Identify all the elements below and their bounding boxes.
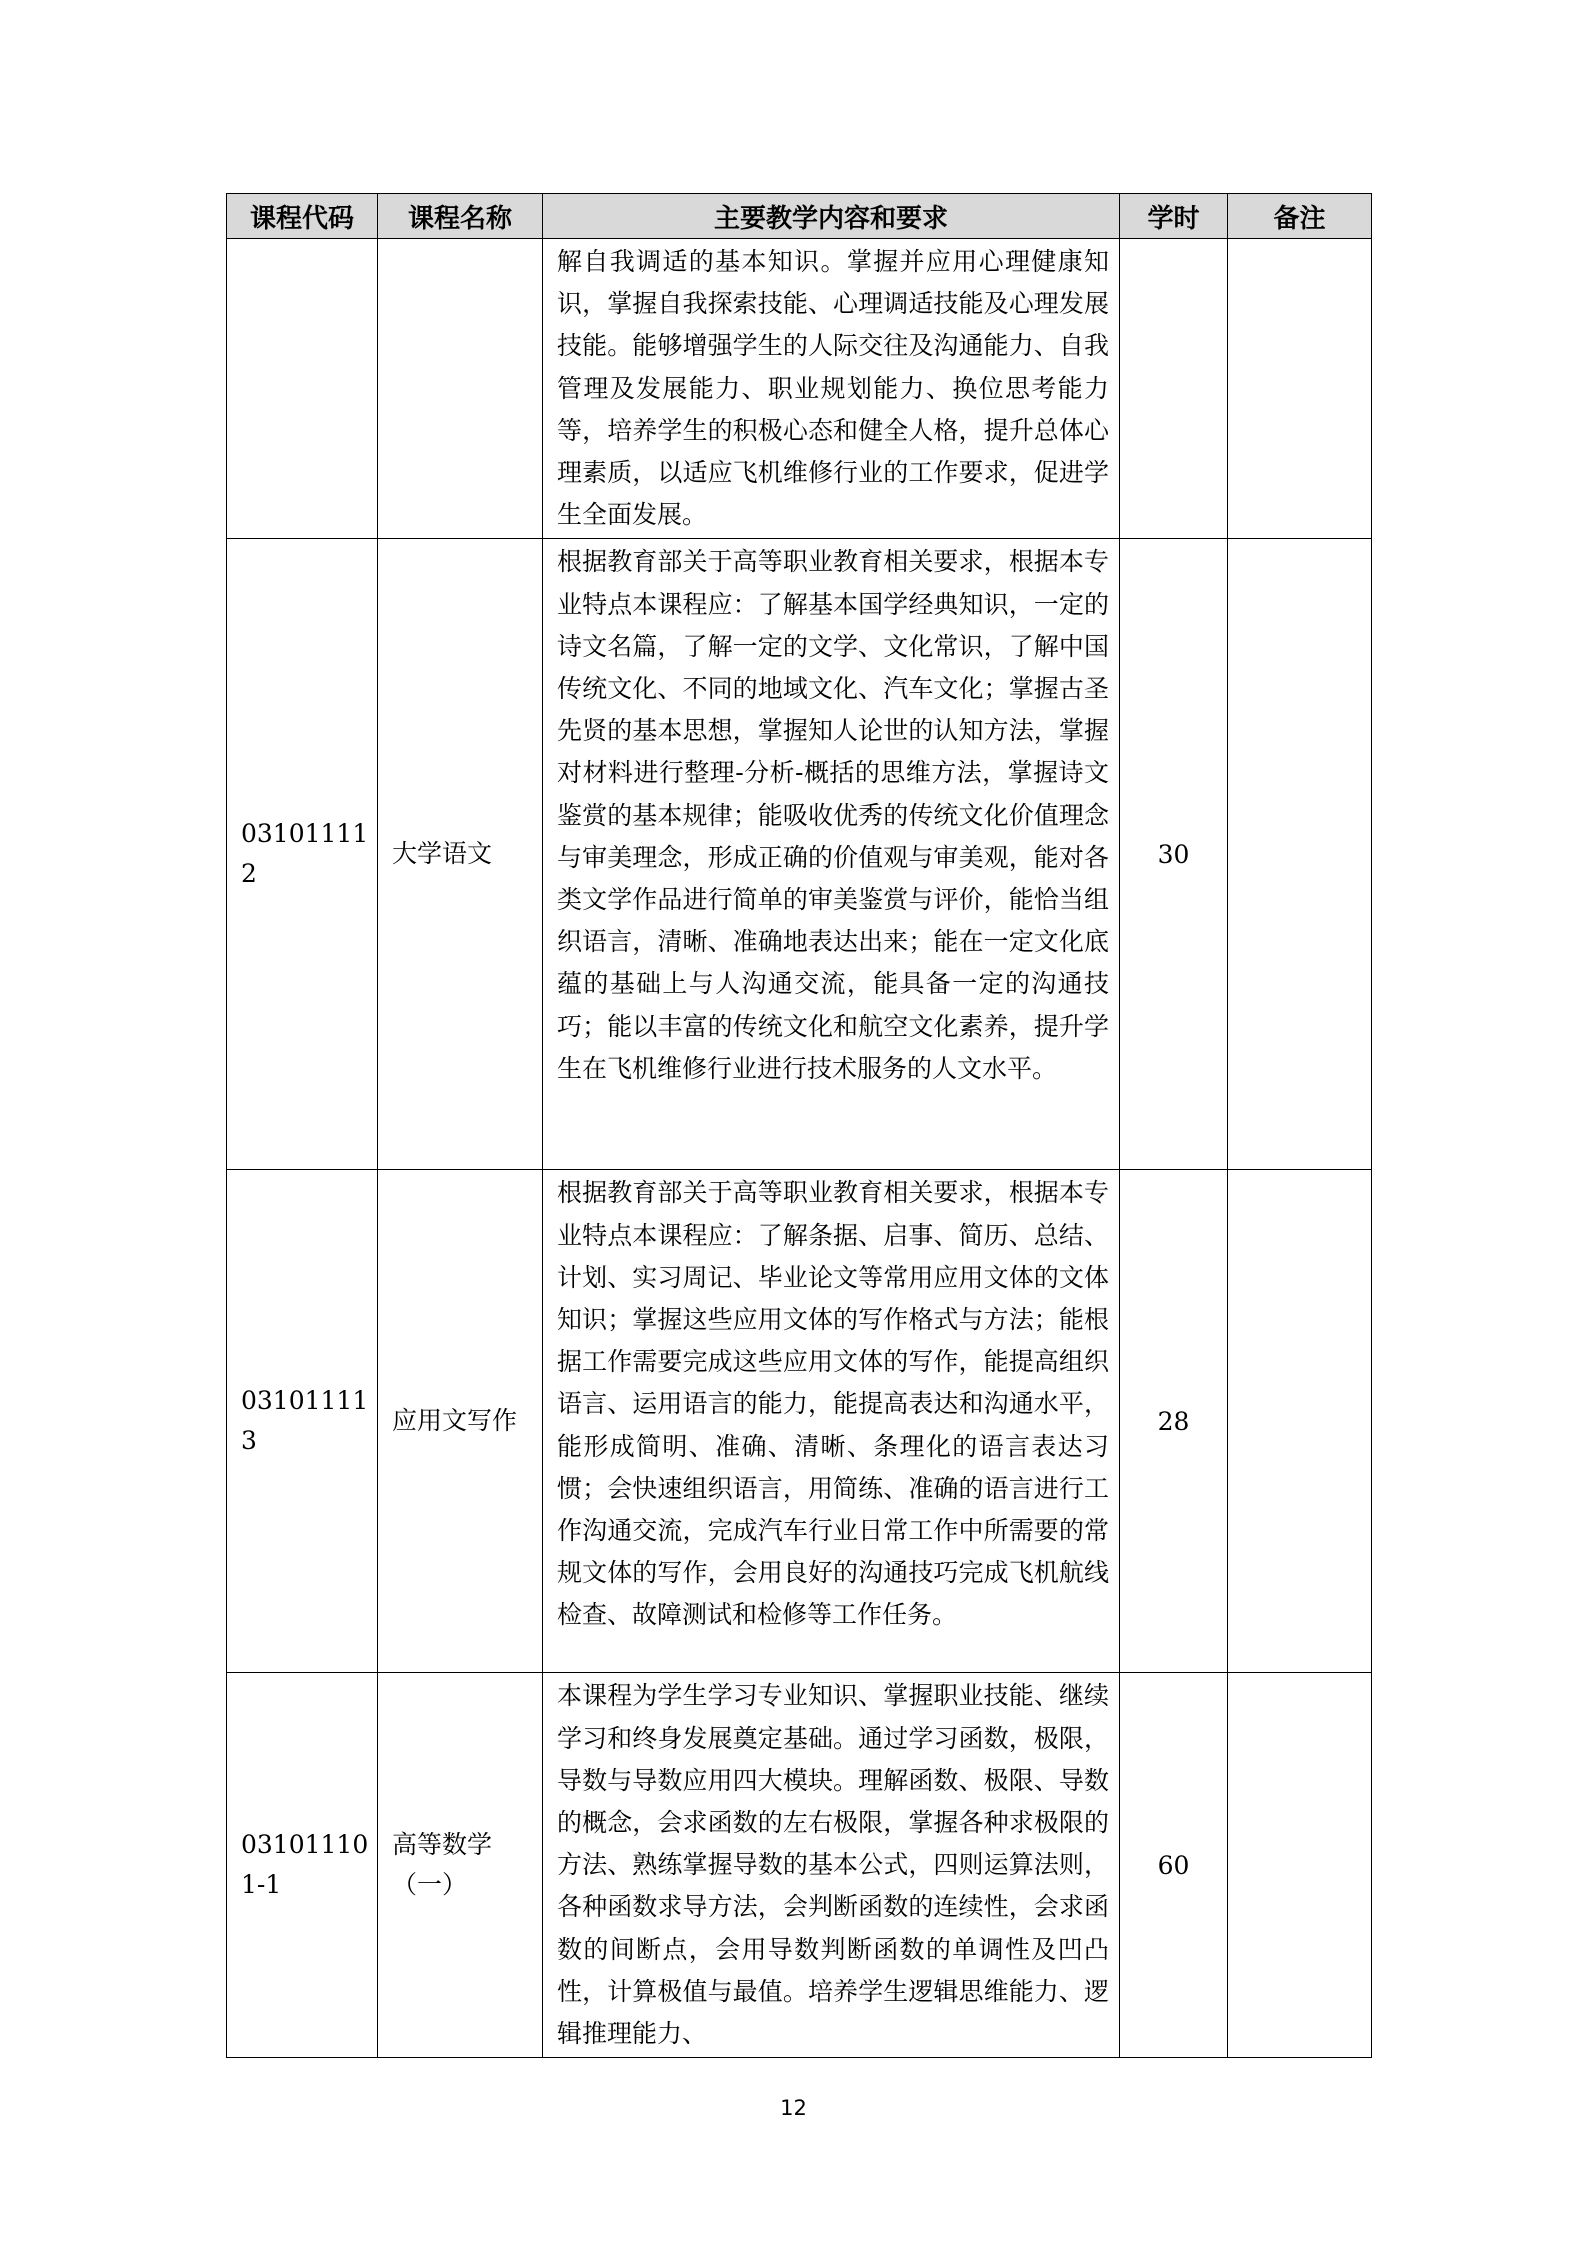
course-remark-cell [1228, 539, 1372, 1170]
course-code-cell: 031011112 [227, 539, 378, 1170]
table-row [227, 1170, 1372, 1673]
header-course-code: 课程代码 [227, 194, 378, 239]
course-remark-cell [1228, 239, 1372, 539]
table-row [227, 539, 1372, 1170]
course-remark-cell [1228, 1170, 1372, 1673]
course-hours-cell: 60 [1120, 1673, 1228, 2058]
course-table [226, 193, 1372, 2058]
header-remark: 备注 [1228, 194, 1372, 239]
header-course-name: 课程名称 [378, 194, 543, 239]
course-table-container [226, 193, 1371, 2058]
course-code-cell: 031011113 [227, 1170, 378, 1673]
header-course-content: 主要教学内容和要求 [543, 194, 1120, 239]
course-code-cell: 031011101-1 [227, 1673, 378, 2058]
course-name-cell: 大学语文 [378, 539, 543, 1170]
header-hours: 学时 [1120, 194, 1228, 239]
course-name-cell: 高等数学（一） [378, 1673, 543, 2058]
course-content-cell: 根据教育部关于高等职业教育相关要求，根据本专业特点本课程应：了解条据、启事、简历、总结、计划、实习周记、毕业论文等常用应用文体的文体知识；掌握这些应用文体的写作格式与方法；能根据工作需要完成这些应用文体的写作，能提高组织语言、运用语言的能力，能提高表达和沟通水平，能形成简明、准确、清晰、条理化的语言表达习惯；会快速组织语言，用简练、准确的语言进行工作沟通交流，完成汽车行业日常工作中所需要的常规文体的写作，会用良好的沟通技巧完成飞机航线检查、故障测试和检修等工作任务。 [543, 1170, 1120, 1673]
table-header-row [227, 194, 1372, 239]
course-content-cell: 本课程为学生学习专业知识、掌握职业技能、继续学习和终身发展奠定基础。通过学习函数，极限，导数与导数应用四大模块。理解函数、极限、导数的概念，会求函数的左右极限，掌握各种求极限的方法、熟练掌握导数的基本公式，四则运算法则，各种函数求导方法，会判断函数的连续性，会求函数的间断点，会用导数判断函数的单调性及凹凸性，计算极值与最值。培养学生逻辑思维能力、逻辑推理能力、 [543, 1673, 1120, 2058]
course-content-cell: 根据教育部关于高等职业教育相关要求，根据本专业特点本课程应：了解基本国学经典知识，一定的诗文名篇，了解一定的文学、文化常识，了解中国传统文化、不同的地域文化、汽车文化；掌握古圣先贤的基本思想，掌握知人论世的认知方法，掌握对材料进行整理-分析-概括的思维方法，掌握诗文鉴赏的基本规律；能吸收优秀的传统文化价值理念与审美理念，形成正确的价值观与审美观，能对各类文学作品进行简单的审美鉴赏与评价，能恰当组织语言，清晰、准确地表达出来；能在一定文化底蕴的基础上与人沟通交流，能具备一定的沟通技巧；能以丰富的传统文化和航空文化素养，提升学生在飞机维修行业进行技术服务的人文水平。 [543, 539, 1120, 1170]
course-hours-cell: 28 [1120, 1170, 1228, 1673]
course-name-cell [378, 239, 543, 539]
course-hours-cell: 30 [1120, 539, 1228, 1170]
course-code-cell [227, 239, 378, 539]
page-number: 12 [780, 2096, 807, 2120]
table-row [227, 1673, 1372, 2058]
course-name-cell: 应用文写作 [378, 1170, 543, 1673]
course-hours-cell [1120, 239, 1228, 539]
course-remark-cell [1228, 1673, 1372, 2058]
course-content-cell: 解自我调适的基本知识。掌握并应用心理健康知识，掌握自我探索技能、心理调适技能及心理发展技能。能够增强学生的人际交往及沟通能力、自我管理及发展能力、职业规划能力、换位思考能力等，培养学生的积极心态和健全人格，提升总体心理素质，以适应飞机维修行业的工作要求，促进学生全面发展。 [543, 239, 1120, 539]
table-row [227, 239, 1372, 539]
